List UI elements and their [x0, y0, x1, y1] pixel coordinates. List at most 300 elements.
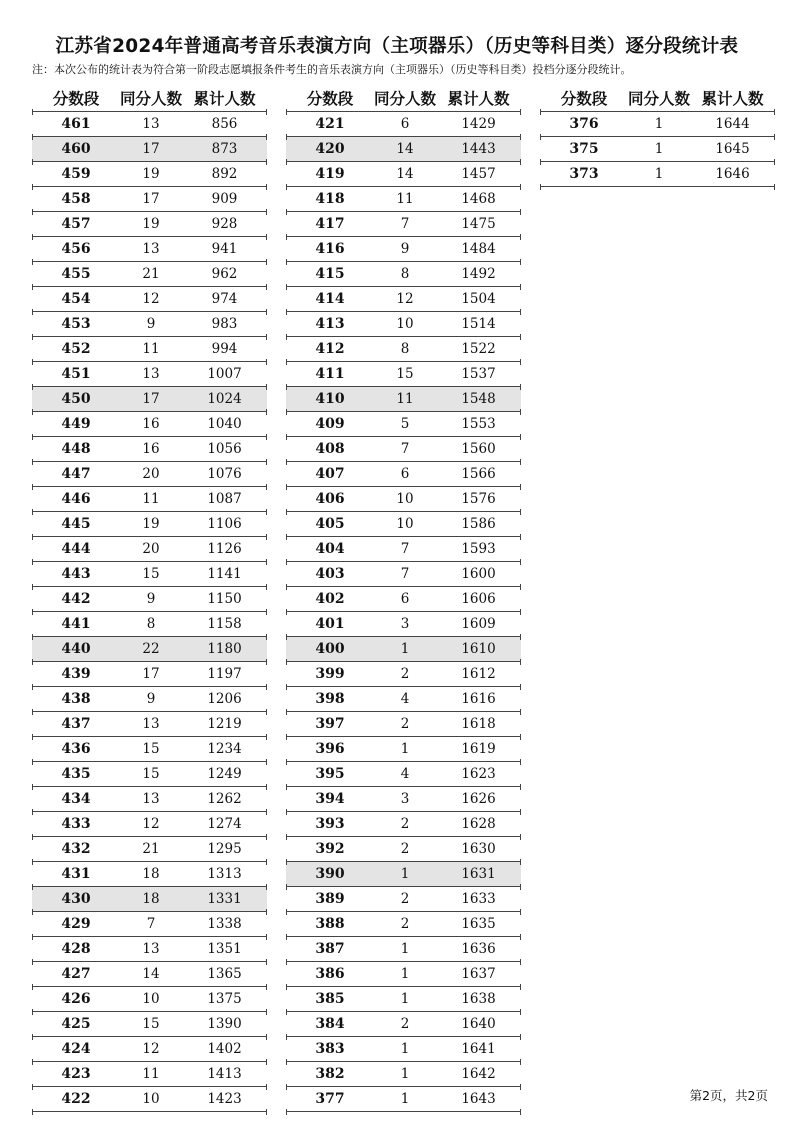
same-count-cell: 2: [400, 916, 410, 932]
cumulative-cell: 1633: [461, 891, 496, 907]
score-cell: 382: [315, 1066, 345, 1082]
table-row: [32, 661, 267, 686]
cumulative-cell: 1576: [461, 491, 496, 507]
same-count-cell: 14: [396, 166, 414, 182]
table-row: [32, 1011, 267, 1036]
score-cell: 400: [315, 641, 345, 657]
score-cell: 418: [315, 191, 345, 207]
table-row: [32, 386, 267, 411]
cumulative-cell: 1593: [461, 541, 496, 557]
table-row: [286, 636, 521, 661]
same-count-cell: 11: [142, 1066, 160, 1082]
table-row: [286, 361, 521, 386]
same-count-cell: 15: [142, 766, 160, 782]
score-cell: 427: [61, 966, 91, 982]
table-row: [286, 411, 521, 436]
cumulative-cell: 1642: [461, 1066, 496, 1082]
table-header: [540, 84, 775, 111]
table-row: [286, 136, 521, 161]
cumulative-cell: 1423: [207, 1091, 242, 1107]
cumulative-cell: 1612: [461, 666, 496, 682]
score-cell: 438: [61, 691, 91, 707]
cumulative-cell: 1626: [461, 791, 496, 807]
cumulative-cell: 1644: [715, 116, 750, 132]
cumulative-cell: 1150: [207, 591, 242, 607]
same-count-cell: 1: [654, 166, 664, 182]
cumulative-cell: 1522: [461, 341, 496, 357]
score-cell: 399: [315, 666, 345, 682]
same-count-cell: 9: [146, 316, 156, 332]
same-count-cell: 2: [400, 816, 410, 832]
same-count-cell: 21: [142, 266, 160, 282]
cumulative-cell: 1637: [461, 966, 496, 982]
same-count-cell: 15: [142, 1016, 160, 1032]
table-row: [32, 986, 267, 1011]
same-count-cell: 7: [400, 216, 410, 232]
score-cell: 429: [61, 916, 91, 932]
cumulative-cell: 1106: [207, 516, 242, 532]
table-row: [32, 836, 267, 861]
table-row: [286, 511, 521, 536]
table-row: [286, 211, 521, 236]
table-row: [32, 586, 267, 611]
same-count-cell: 17: [142, 391, 160, 407]
same-count-cell: 13: [142, 366, 160, 382]
same-count-cell: 12: [396, 291, 414, 307]
cumulative-cell: 1249: [207, 766, 242, 782]
table-row: [286, 661, 521, 686]
same-count-cell: 7: [400, 541, 410, 557]
same-count-cell: 6: [400, 591, 410, 607]
table-bottom-rule: [540, 186, 775, 187]
table-row: [32, 111, 267, 136]
same-count-cell: 1: [400, 1041, 410, 1057]
table-column-2: [286, 84, 521, 1112]
table-row: [286, 686, 521, 711]
cumulative-cell: 1600: [461, 566, 496, 582]
score-cell: 408: [315, 441, 345, 457]
table-row: [32, 686, 267, 711]
score-cell: 403: [315, 566, 345, 582]
table-row: [286, 1036, 521, 1061]
cumulative-cell: 1219: [207, 716, 242, 732]
score-cell: 393: [315, 816, 345, 832]
score-cell: 390: [315, 866, 345, 882]
table-row: [286, 461, 521, 486]
table-row: [32, 211, 267, 236]
same-count-cell: 1: [400, 866, 410, 882]
same-count-cell: 13: [142, 716, 160, 732]
cumulative-cell: 1313: [207, 866, 242, 882]
table-row: [32, 511, 267, 536]
cumulative-cell: 1548: [461, 391, 496, 407]
table-row: [286, 736, 521, 761]
score-cell: 410: [315, 391, 345, 407]
same-count-cell: 6: [400, 116, 410, 132]
cumulative-cell: 1641: [461, 1041, 496, 1057]
cumulative-cell: 1537: [461, 366, 496, 382]
same-count-cell: 1: [654, 116, 664, 132]
page-title: 江苏省2024年普通高考音乐表演方向（主项器乐）（历史等科目类）逐分段统计表: [55, 36, 739, 57]
cumulative-cell: 1429: [461, 116, 496, 132]
cumulative-cell: 1076: [207, 466, 242, 482]
score-cell: 392: [315, 841, 345, 857]
score-cell: 451: [61, 366, 91, 382]
table-row: [32, 336, 267, 361]
same-count-cell: 4: [400, 691, 410, 707]
score-cell: 441: [61, 616, 91, 632]
cumulative-cell: 1262: [207, 791, 242, 807]
score-cell: 461: [61, 116, 91, 132]
same-count-cell: 17: [142, 666, 160, 682]
same-count-cell: 1: [400, 941, 410, 957]
table-row: [286, 986, 521, 1011]
table-row: [540, 161, 775, 186]
header-cumulative: 累计人数: [447, 89, 510, 108]
same-count-cell: 15: [396, 366, 414, 382]
score-cell: 440: [61, 641, 91, 657]
table-row: [286, 911, 521, 936]
table-row: [32, 411, 267, 436]
same-count-cell: 13: [142, 241, 160, 257]
header-score: 分数段: [560, 89, 608, 108]
table-row: [32, 261, 267, 286]
same-count-cell: 10: [396, 491, 414, 507]
cumulative-cell: 1638: [461, 991, 496, 1007]
cumulative-cell: 1606: [461, 591, 496, 607]
score-cell: 442: [61, 591, 91, 607]
same-count-cell: 15: [142, 741, 160, 757]
cumulative-cell: 1623: [461, 766, 496, 782]
table-row: [32, 811, 267, 836]
header-same-count: 同分人数: [628, 89, 691, 108]
table-row: [286, 611, 521, 636]
score-cell: 446: [61, 491, 91, 507]
score-cell: 448: [61, 441, 91, 457]
table-row: [32, 1036, 267, 1061]
cumulative-cell: 1468: [461, 191, 496, 207]
table-row: [286, 861, 521, 886]
header-same-count: 同分人数: [120, 89, 183, 108]
table-row: [286, 286, 521, 311]
cumulative-cell: 1566: [461, 466, 496, 482]
score-cell: 425: [61, 1016, 91, 1032]
cumulative-cell: 1618: [461, 716, 496, 732]
score-cell: 454: [61, 291, 91, 307]
same-count-cell: 12: [142, 291, 160, 307]
table-row: [32, 536, 267, 561]
score-cell: 428: [61, 941, 91, 957]
cumulative-cell: 1365: [207, 966, 242, 982]
score-cell: 432: [61, 841, 91, 857]
table-row: [286, 711, 521, 736]
same-count-cell: 3: [400, 616, 410, 632]
cumulative-cell: 1234: [207, 741, 242, 757]
cumulative-cell: 941: [211, 241, 238, 257]
table-row: [32, 636, 267, 661]
same-count-cell: 9: [146, 691, 156, 707]
table-row: [32, 736, 267, 761]
table-row: [286, 761, 521, 786]
header-cumulative: 累计人数: [701, 89, 764, 108]
score-cell: 401: [315, 616, 345, 632]
cumulative-cell: 1504: [461, 291, 496, 307]
cumulative-cell: 1087: [207, 491, 242, 507]
score-cell: 439: [61, 666, 91, 682]
table-row: [32, 861, 267, 886]
same-count-cell: 4: [400, 766, 410, 782]
score-cell: 423: [61, 1066, 91, 1082]
table-row: [32, 1086, 267, 1111]
table-row: [32, 486, 267, 511]
score-cell: 431: [61, 866, 91, 882]
cumulative-cell: 1492: [461, 266, 496, 282]
table-header: [286, 84, 521, 111]
score-cell: 415: [315, 266, 345, 282]
table-row: [32, 561, 267, 586]
table-row: [286, 936, 521, 961]
table-row: [286, 386, 521, 411]
table-row: [286, 561, 521, 586]
same-count-cell: 8: [400, 266, 410, 282]
score-cell: 453: [61, 316, 91, 332]
cumulative-cell: 1643: [461, 1091, 496, 1107]
score-cell: 383: [315, 1041, 345, 1057]
header-score: 分数段: [52, 89, 100, 108]
cumulative-cell: 1645: [715, 141, 750, 157]
score-cell: 384: [315, 1016, 345, 1032]
same-count-cell: 1: [400, 741, 410, 757]
table-bottom-rule: [286, 1111, 521, 1112]
score-cell: 416: [315, 241, 345, 257]
table-row: [32, 936, 267, 961]
header-same-count: 同分人数: [374, 89, 437, 108]
same-count-cell: 13: [142, 116, 160, 132]
table-row: [32, 136, 267, 161]
score-cell: 456: [61, 241, 91, 257]
score-cell: 426: [61, 991, 91, 1007]
table-row: [286, 161, 521, 186]
score-cell: 404: [315, 541, 345, 557]
table-bottom-rule: [32, 1111, 267, 1112]
same-count-cell: 13: [142, 941, 160, 957]
table-row: [32, 461, 267, 486]
table-row: [32, 786, 267, 811]
table-row: [32, 911, 267, 936]
cumulative-cell: 1206: [207, 691, 242, 707]
same-count-cell: 2: [400, 1016, 410, 1032]
same-count-cell: 10: [396, 316, 414, 332]
score-cell: 409: [315, 416, 345, 432]
score-cell: 407: [315, 466, 345, 482]
table-row: [286, 886, 521, 911]
same-count-cell: 10: [142, 991, 160, 1007]
same-count-cell: 2: [400, 841, 410, 857]
cumulative-cell: 1636: [461, 941, 496, 957]
score-cell: 430: [61, 891, 91, 907]
table-row: [32, 1061, 267, 1086]
score-cell: 396: [315, 741, 345, 757]
same-count-cell: 18: [142, 866, 160, 882]
cumulative-cell: 1295: [207, 841, 242, 857]
same-count-cell: 1: [400, 966, 410, 982]
score-cell: 444: [61, 541, 91, 557]
score-cell: 434: [61, 791, 91, 807]
same-count-cell: 1: [400, 641, 410, 657]
table-header: [32, 84, 267, 111]
table-row: [540, 136, 775, 161]
score-cell: 398: [315, 691, 345, 707]
score-cell: 449: [61, 416, 91, 432]
table-row: [286, 536, 521, 561]
same-count-cell: 11: [396, 391, 414, 407]
same-count-cell: 14: [396, 141, 414, 157]
cumulative-cell: 1514: [461, 316, 496, 332]
table-row: [32, 761, 267, 786]
same-count-cell: 13: [142, 791, 160, 807]
same-count-cell: 3: [400, 791, 410, 807]
same-count-cell: 21: [142, 841, 160, 857]
table-row: [286, 811, 521, 836]
same-count-cell: 2: [400, 891, 410, 907]
score-cell: 405: [315, 516, 345, 532]
score-cell: 395: [315, 766, 345, 782]
same-count-cell: 17: [142, 191, 160, 207]
table-row: [286, 836, 521, 861]
table-row: [32, 436, 267, 461]
table-row: [32, 236, 267, 261]
cumulative-cell: 1475: [461, 216, 496, 232]
same-count-cell: 8: [400, 341, 410, 357]
cumulative-cell: 1390: [207, 1016, 242, 1032]
cumulative-cell: 1560: [461, 441, 496, 457]
score-cell: 459: [61, 166, 91, 182]
cumulative-cell: 1402: [207, 1041, 242, 1057]
table-column-1: [32, 84, 267, 1112]
score-cell: 376: [569, 116, 599, 132]
score-cell: 455: [61, 266, 91, 282]
score-cell: 412: [315, 341, 345, 357]
score-cell: 457: [61, 216, 91, 232]
cumulative-cell: 1141: [207, 566, 242, 582]
table-row: [32, 611, 267, 636]
cumulative-cell: 983: [211, 316, 238, 332]
same-count-cell: 10: [396, 516, 414, 532]
cumulative-cell: 1484: [461, 241, 496, 257]
same-count-cell: 2: [400, 716, 410, 732]
same-count-cell: 22: [142, 641, 160, 657]
cumulative-cell: 1197: [207, 666, 242, 682]
score-cell: 452: [61, 341, 91, 357]
page-footer: 第2页，共2页: [689, 1088, 768, 1103]
same-count-cell: 20: [142, 466, 160, 482]
score-cell: 436: [61, 741, 91, 757]
cumulative-cell: 1180: [207, 641, 242, 657]
cumulative-cell: 1413: [207, 1066, 242, 1082]
table-row: [286, 1086, 521, 1111]
same-count-cell: 12: [142, 816, 160, 832]
cumulative-cell: 1640: [461, 1016, 496, 1032]
cumulative-cell: 1619: [461, 741, 496, 757]
table-note: 注：本次公布的统计表为符合第一阶段志愿填报条件考生的音乐表演方向（主项器乐）（历史等科目类）投档分逐分段统计。: [32, 63, 632, 76]
same-count-cell: 8: [146, 616, 156, 632]
same-count-cell: 15: [142, 566, 160, 582]
cumulative-cell: 928: [211, 216, 238, 232]
table-row: [286, 436, 521, 461]
cumulative-cell: 892: [211, 166, 238, 182]
cumulative-cell: 1630: [461, 841, 496, 857]
same-count-cell: 7: [146, 916, 156, 932]
cumulative-cell: 1338: [207, 916, 242, 932]
table-row: [286, 586, 521, 611]
cumulative-cell: 962: [211, 266, 238, 282]
cumulative-cell: 873: [211, 141, 238, 157]
same-count-cell: 2: [400, 666, 410, 682]
score-cell: 433: [61, 816, 91, 832]
score-cell: 437: [61, 716, 91, 732]
same-count-cell: 7: [400, 566, 410, 582]
same-count-cell: 1: [400, 991, 410, 1007]
cumulative-cell: 856: [211, 116, 238, 132]
cumulative-cell: 1616: [461, 691, 496, 707]
table-row: [286, 261, 521, 286]
cumulative-cell: 1375: [207, 991, 242, 1007]
score-cell: 447: [61, 466, 91, 482]
score-cell: 389: [315, 891, 345, 907]
cumulative-cell: 1274: [207, 816, 242, 832]
table-row: [32, 286, 267, 311]
table-row: [32, 161, 267, 186]
score-cell: 406: [315, 491, 345, 507]
table-row: [32, 961, 267, 986]
table-row: [286, 186, 521, 211]
cumulative-cell: 909: [211, 191, 238, 207]
score-cell: 445: [61, 516, 91, 532]
score-cell: 375: [569, 141, 599, 157]
score-cell: 387: [315, 941, 345, 957]
cumulative-cell: 1056: [207, 441, 242, 457]
cumulative-cell: 1628: [461, 816, 496, 832]
table-row: [286, 961, 521, 986]
table-column-3: [540, 84, 775, 187]
cumulative-cell: 974: [211, 291, 238, 307]
cumulative-cell: 1024: [207, 391, 242, 407]
cumulative-cell: 1635: [461, 916, 496, 932]
score-cell: 458: [61, 191, 91, 207]
same-count-cell: 17: [142, 141, 160, 157]
table-row: [286, 1061, 521, 1086]
table-row: [32, 186, 267, 211]
table-row: [32, 311, 267, 336]
table-row: [540, 111, 775, 136]
same-count-cell: 14: [142, 966, 160, 982]
table-row: [286, 336, 521, 361]
table-row: [32, 886, 267, 911]
score-cell: 422: [61, 1091, 91, 1107]
score-cell: 435: [61, 766, 91, 782]
score-cell: 417: [315, 216, 345, 232]
same-count-cell: 9: [146, 591, 156, 607]
score-cell: 386: [315, 966, 345, 982]
same-count-cell: 18: [142, 891, 160, 907]
header-cumulative: 累计人数: [193, 89, 256, 108]
same-count-cell: 11: [396, 191, 414, 207]
table-row: [286, 486, 521, 511]
score-cell: 413: [315, 316, 345, 332]
score-cell: 394: [315, 791, 345, 807]
cumulative-cell: 1646: [715, 166, 750, 182]
cumulative-cell: 1351: [207, 941, 242, 957]
